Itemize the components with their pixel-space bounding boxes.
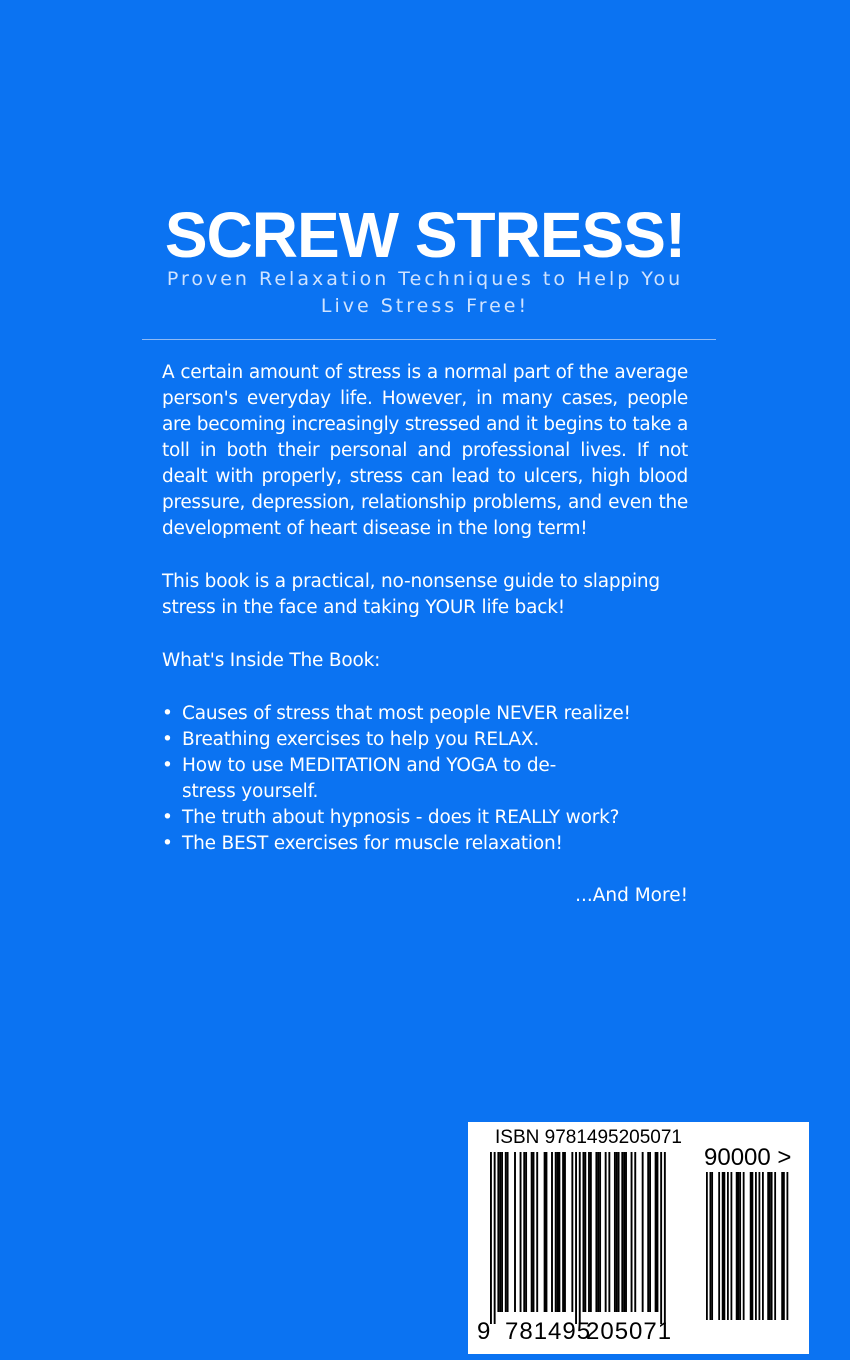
barcode-bar bbox=[657, 1152, 659, 1312]
bullet-icon: • bbox=[162, 729, 173, 750]
addon-bar bbox=[711, 1172, 713, 1320]
barcode-bar bbox=[562, 1152, 564, 1312]
bullet-icon: • bbox=[162, 807, 173, 828]
barcode-bar bbox=[494, 1152, 496, 1324]
book-subtitle: Proven Relaxation Techniques to Help You Live Stress Free! bbox=[166, 268, 684, 317]
addon-bar bbox=[767, 1172, 769, 1320]
barcode-bar bbox=[583, 1152, 585, 1312]
bullet-icon: • bbox=[162, 833, 173, 854]
barcode-bar bbox=[605, 1152, 607, 1312]
barcode-bar bbox=[555, 1152, 557, 1312]
barcode-bar bbox=[642, 1152, 644, 1312]
addon-bar bbox=[787, 1172, 789, 1320]
addon-bar bbox=[738, 1172, 740, 1320]
barcode-bar bbox=[520, 1152, 522, 1312]
addon-bar bbox=[783, 1172, 785, 1320]
list-item-text: The BEST exercises for muscle relaxation! bbox=[182, 833, 563, 854]
addon-bar bbox=[731, 1172, 733, 1320]
barcode-bar bbox=[623, 1152, 625, 1312]
barcode-bar bbox=[525, 1152, 527, 1312]
bullet-icon: • bbox=[162, 703, 173, 724]
barcode-bar bbox=[551, 1152, 553, 1312]
barcode-bar bbox=[590, 1152, 592, 1312]
inside-heading: What's Inside The Book: bbox=[162, 650, 381, 671]
barcode-bar bbox=[533, 1152, 535, 1312]
addon-bar bbox=[736, 1172, 738, 1320]
barcode-bar bbox=[544, 1152, 546, 1312]
barcode-bar bbox=[514, 1152, 516, 1312]
barcode-bar bbox=[618, 1152, 620, 1312]
addon-bar bbox=[706, 1172, 708, 1320]
barcode-bar bbox=[634, 1152, 636, 1312]
addon-bar bbox=[774, 1172, 776, 1320]
barcode-bar bbox=[584, 1152, 586, 1312]
barcode-bar bbox=[558, 1152, 560, 1312]
addon-bar bbox=[759, 1172, 761, 1320]
book-title: SCREW STRESS! bbox=[164, 199, 686, 271]
barcode-bar bbox=[571, 1152, 573, 1312]
barcode-bar bbox=[664, 1152, 666, 1324]
barcode-bar bbox=[647, 1152, 649, 1312]
addon-bar bbox=[743, 1172, 745, 1320]
bullet-icon: • bbox=[162, 755, 173, 776]
addon-bar bbox=[750, 1172, 752, 1320]
barcode-bar bbox=[649, 1152, 651, 1312]
barcode-bar bbox=[497, 1152, 499, 1312]
barcode-bar bbox=[599, 1152, 601, 1312]
isbn-label: ISBN 9781495205071 bbox=[495, 1127, 682, 1148]
barcode-bar bbox=[588, 1152, 590, 1312]
addon-bar bbox=[752, 1172, 754, 1320]
addon-bar bbox=[722, 1172, 724, 1320]
list-item-text: Causes of stress that most people NEVER realize! bbox=[182, 703, 631, 724]
addon-bar bbox=[771, 1172, 773, 1320]
addon-bar bbox=[769, 1172, 771, 1320]
blurb-paragraph-2: This book is a practical, no-nonsense guide to slapping stress in the face and taking YOUR life back! bbox=[162, 571, 660, 618]
addon-bar bbox=[739, 1172, 741, 1320]
barcode-bar bbox=[531, 1152, 533, 1312]
barcode-bar bbox=[507, 1152, 509, 1312]
addon-bar bbox=[781, 1172, 783, 1320]
addon-bar bbox=[710, 1172, 712, 1320]
barcode-digit-first: 9 bbox=[477, 1318, 491, 1345]
barcode-bar bbox=[579, 1152, 581, 1324]
addon-bar bbox=[727, 1172, 729, 1320]
barcode-bar bbox=[660, 1152, 662, 1324]
barcode-bar bbox=[655, 1152, 657, 1312]
list-item-text: Breathing exercises to help you RELAX. bbox=[182, 729, 540, 750]
barcode-bar bbox=[614, 1152, 616, 1312]
barcode-bar bbox=[625, 1152, 627, 1312]
addon-bar bbox=[762, 1172, 764, 1320]
barcode-bar bbox=[595, 1152, 597, 1312]
barcode-bar bbox=[616, 1152, 618, 1312]
barcode-bar bbox=[499, 1152, 501, 1312]
closing-text: ...And More! bbox=[575, 885, 688, 906]
barcode-bar bbox=[557, 1152, 559, 1312]
barcode-bar bbox=[501, 1152, 503, 1312]
barcode-bar bbox=[608, 1152, 610, 1312]
addon-bar bbox=[718, 1172, 720, 1320]
barcode-bar bbox=[621, 1152, 623, 1312]
barcode-bar bbox=[523, 1152, 525, 1312]
list-item-text: How to use MEDITATION and YOGA to de-stress yourself. bbox=[182, 755, 557, 802]
barcode-bar bbox=[505, 1152, 507, 1312]
barcode-digits-right: 205071 bbox=[586, 1318, 673, 1345]
price-code: 90000 > bbox=[704, 1144, 792, 1171]
barcode-digits-left: 781495 bbox=[505, 1318, 592, 1345]
barcode-bar bbox=[575, 1152, 577, 1324]
blurb-paragraph-1: A certain amount of stress is a normal part of the average person's everyday life. However, in many cases, people are becoming increasingly stressed and it begins to take a toll in both their personal and professional lives. If not dealt with properly, stress can lead to ulcers, high blood pressure, depression, relationship problems, and even the development of heart disease in the long term! bbox=[162, 362, 688, 539]
barcode-bar bbox=[597, 1152, 599, 1312]
barcode-bar bbox=[490, 1152, 492, 1324]
barcode-bar bbox=[564, 1152, 566, 1312]
barcode-bar bbox=[546, 1152, 548, 1312]
barcode-bar bbox=[631, 1152, 633, 1312]
barcode-bar bbox=[536, 1152, 538, 1312]
addon-bar bbox=[724, 1172, 726, 1320]
addon-bar bbox=[755, 1172, 757, 1320]
list-item-text: The truth about hypnosis - does it REALLY work? bbox=[182, 807, 620, 828]
